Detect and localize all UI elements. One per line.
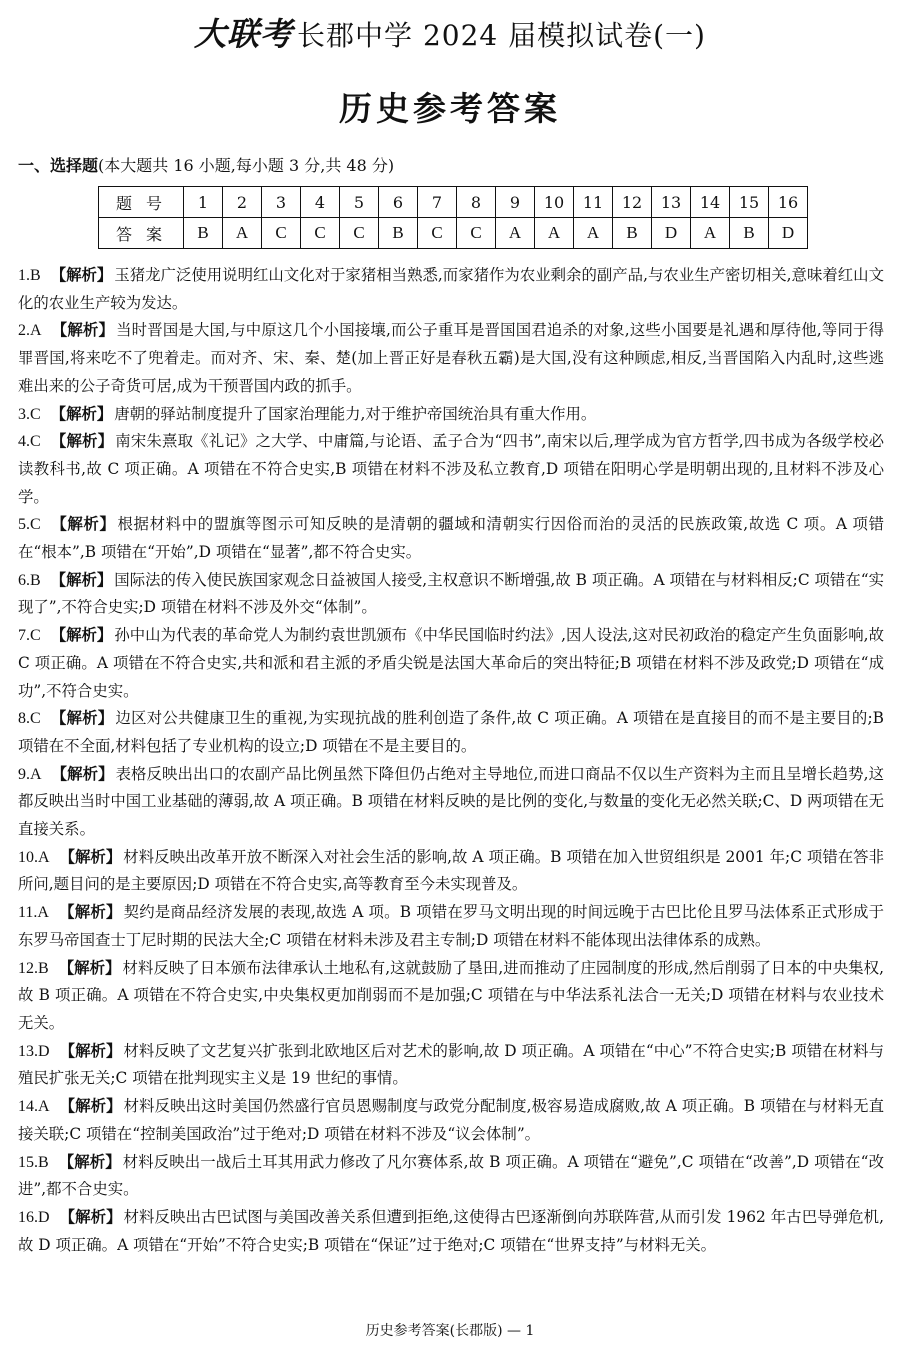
question-number-cell: 4 [301, 187, 340, 218]
answer-cell: C [457, 218, 496, 249]
explanation-text: 玉猪龙广泛使用说明红山文化对于家猪相当熟悉,而家猪作为农业剩余的副产品,与农业生产密切相关,意味着红山文化的农业生产较为发达。 [18, 266, 884, 312]
item-number: 1.B [18, 267, 41, 284]
answer-table [98, 186, 808, 249]
analysis-tag: 【解析】 [50, 570, 113, 589]
explanation-item [18, 844, 884, 899]
explanation-item [18, 1093, 884, 1148]
item-number: 15.B [18, 1153, 49, 1171]
explanation-text: 表格反映出出口的农副产品比例虽然下降但仍占绝对主导地位,而进口商品不仅以生产资料为主而且呈增长趋势,这都反映出当时中国工业基础的薄弱,故 A 项正确。B 项错在材料反映的是比例的变化,与数量的变化无必然关联;C、D 两项错在无直接关系。 [18, 764, 885, 839]
explanation-item [18, 899, 884, 954]
answer-cell: B [730, 218, 769, 249]
analysis-tag: 【解析】 [50, 266, 113, 284]
answer-cell: D [769, 218, 808, 249]
question-number-cell: 11 [574, 187, 613, 218]
explanation-text: 国际法的传入使民族国家观念日益被国人接受,主权意识不断增强,故 B 项正确。A 项错在与材料相反;C 项错在“实现了”,不符合史实;D 项错在材料不涉及外交“体制”。 [18, 570, 884, 617]
analysis-tag: 【解析】 [50, 404, 113, 423]
answer-cell: C [262, 218, 301, 249]
analysis-tag: 【解析】 [50, 709, 114, 728]
item-number: 12.B [18, 959, 49, 977]
explanation-item [18, 955, 884, 1038]
explanation-text: 材料反映出这时美国仍然盛行官员恩赐制度与政党分配制度,极容易造成腐败,故 A 项正确。B 项错在与材料无直接关联;C 项错在“控制美国政治”过于绝对;D 项错在材料不涉及“议会体制”。 [18, 1097, 884, 1143]
analysis-tag: 【解析】 [58, 903, 122, 922]
analysis-tag: 【解析】 [59, 1041, 122, 1060]
explanation-item [18, 428, 884, 511]
explanation-item [18, 511, 884, 566]
question-number-cell: 9 [496, 187, 535, 218]
explanation-item [18, 317, 884, 400]
question-number-cell: 13 [652, 187, 691, 218]
document-title: 历史参考答案 [339, 89, 561, 128]
explanation-item [18, 262, 884, 317]
answer-cell: B [613, 218, 652, 249]
question-number-cell: 3 [262, 187, 301, 218]
explanation-text: 材料反映出一战后土耳其用武力修改了凡尔赛体系,故 B 项正确。A 项错在“避免”,C 项错在“改善”,D 项错在“改进”,都不合史实。 [18, 1152, 884, 1199]
answer-cell: C [418, 218, 457, 249]
analysis-tag: 【解析】 [50, 515, 116, 534]
answer-cell: A [535, 218, 574, 249]
explanation-item [18, 567, 884, 622]
explanation-text: 根据材料中的盟旗等图示可知反映的是清朝的疆域和清朝实行因俗而治的灵活的民族政策,故选 C 项。A 项错在“根本”,B 项错在“开始”,D 项错在“显著”,都不符合史实。 [18, 515, 884, 562]
explanation-item [18, 1149, 884, 1204]
question-number-cell: 16 [769, 187, 808, 218]
item-number: 2.A [18, 322, 42, 340]
analysis-tag: 【解析】 [50, 432, 114, 451]
question-number-cell: 6 [379, 187, 418, 218]
explanation-item [18, 622, 884, 705]
answer-cell: A [691, 218, 730, 249]
explanation-text: 契约是商品经济发展的表现,故选 A 项。B 项错在罗马文明出现的时间远晚于古巴比伦且罗马法体系正式形成于东罗马帝国查士丁尼时期的民法大全;C 项错在材料未涉及君主专制;D 项错在材料不能体现出法律体系的成熟。 [18, 903, 884, 949]
explanation-text: 材料反映出古巴试图与美国改善关系但遭到拒绝,这使得古巴逐渐倒向苏联阵营,从而引发 1962 年古巴导弹危机,故 D 项正确。A 项错在“开始”不符合史实;B 项错在“保证”过于绝对;C 项错在“世界支持”与材料无关。 [18, 1207, 884, 1254]
question-number-cell: 5 [340, 187, 379, 218]
question-number-row [99, 187, 808, 218]
analysis-tag: 【解析】 [51, 764, 114, 783]
exam-header [0, 14, 900, 56]
answer-cell: A [496, 218, 535, 249]
explanation-text: 南宋朱熹取《礼记》之大学、中庸篇,与论语、孟子合为“四书”,南宋以后,理学成为官方哲学,四书成为各级学校必读教科书,故 C 项正确。A 项错在不符合史实,B 项错在材料不涉及私立教育,D 项错在阳明心学是明朝出现的,且材料不涉及心学。 [18, 432, 884, 506]
explanation-item [18, 1038, 884, 1093]
section-label: 一、选择题 [18, 156, 99, 175]
answer-cell: C [301, 218, 340, 249]
answer-cell: C [340, 218, 379, 249]
question-number-cell: 10 [535, 187, 574, 218]
item-number: 3.C [18, 405, 41, 423]
explanation-item [18, 705, 884, 760]
explanation-text: 当时晋国是大国,与中原这几个小国接壤,而公子重耳是晋国国君追杀的对象,这些小国要是礼遇和厚待他,等同于得罪晋国,将来吃不了兜着走。而对齐、宋、秦、楚(加上晋正好是春秋五霸)是大国,没有这种顾虑,相反,当晋国陷入内乱时,这些逃难出来的公子奇货可居,成为干预晋国内政的抓手。 [18, 321, 884, 395]
question-number-cell: 14 [691, 187, 730, 218]
answer-header: 答案 [99, 218, 184, 249]
question-number-cell: 7 [418, 187, 457, 218]
section-note: (本大题共 16 小题,每小题 3 分,共 48 分) [98, 156, 395, 175]
answer-row [99, 218, 808, 249]
answer-cell: B [379, 218, 418, 249]
analysis-tag: 【解析】 [58, 958, 121, 977]
explanation-text: 边区对公共健康卫生的重视,为实现抗战的胜利创造了条件,故 C 项正确。A 项错在是直接目的而不是主要目的;B 项错在不全面,材料包括了专业机构的设立;D 项错在不是主要目的。 [18, 709, 884, 755]
section-heading [18, 155, 394, 177]
analysis-tag: 【解析】 [51, 321, 115, 340]
question-number-cell: 1 [184, 187, 223, 218]
explanation-text: 材料反映了文艺复兴扩张到北欧地区后对艺术的影响,故 D 项正确。A 项错在“中心”不符合史实;B 项错在材料与殖民扩张无关;C 项错在批判现实主义是 19 世纪的事情。 [18, 1041, 884, 1088]
item-number: 9.A [18, 765, 42, 783]
analysis-tag: 【解析】 [59, 847, 122, 866]
explanation-text: 唐朝的驿站制度提升了国家治理能力,对于维护帝国统治具有重大作用。 [114, 404, 597, 423]
item-number: 5.C [18, 516, 41, 534]
analysis-tag: 【解析】 [50, 626, 113, 645]
answer-cell: A [574, 218, 613, 249]
item-number: 8.C [18, 710, 41, 728]
item-number: 6.B [18, 571, 41, 589]
brand-logo-text: 大联考 [194, 15, 294, 53]
item-number: 7.C [18, 627, 41, 645]
explanation-text: 孙中山为代表的革命党人为制约袁世凯颁布《中华民国临时约法》,因人设法,这对民初政治的稳定产生负面影响,故 C 项正确。A 项错在不符合史实,共和派和君主派的矛盾尖锐是法国大革命后的突出特征;B 项错在材料不涉及政党;D 项错在“成功”,不符合史实。 [18, 626, 884, 700]
explanation-item [18, 401, 884, 429]
answer-cell: A [223, 218, 262, 249]
page-footer: 历史参考答案(长郡版) — 1 [365, 1323, 535, 1339]
item-number: 4.C [18, 433, 41, 451]
analysis-tag: 【解析】 [59, 1097, 122, 1116]
analysis-tag: 【解析】 [59, 1207, 122, 1226]
item-number: 13.D [18, 1042, 50, 1060]
answer-cell: D [652, 218, 691, 249]
question-number-header: 题号 [99, 187, 184, 218]
explanation-text: 材料反映出改革开放不断深入对社会生活的影响,故 A 项正确。B 项错在加入世贸组织是 2001 年;C 项错在答非所问,题目问的是主要原因;D 项错在不符合史实,高等教育至今未实现普及。 [18, 847, 884, 894]
explanation-item [18, 1204, 884, 1259]
question-number-cell: 15 [730, 187, 769, 218]
question-number-cell: 12 [613, 187, 652, 218]
item-number: 16.D [18, 1208, 50, 1226]
explanation-item [18, 761, 884, 844]
question-number-cell: 2 [223, 187, 262, 218]
explanation-list [18, 262, 884, 1259]
item-number: 14.A [18, 1098, 50, 1116]
explanation-text: 材料反映了日本颁布法律承认土地私有,这就鼓励了垦田,进而推动了庄园制度的形成,然后削弱了日本的中央集权,故 B 项正确。A 项错在不符合史实,中央集权更加削弱而不是加强;C 项错在与中华法系礼法合一无关;D 项错在材料与农业技术无关。 [18, 958, 884, 1032]
analysis-tag: 【解析】 [58, 1152, 121, 1171]
item-number: 11.A [18, 904, 49, 922]
answer-cell: B [184, 218, 223, 249]
item-number: 10.A [18, 848, 50, 866]
exam-title: 长郡中学 2024 届模拟试卷(一) [297, 19, 706, 52]
question-number-cell: 8 [457, 187, 496, 218]
